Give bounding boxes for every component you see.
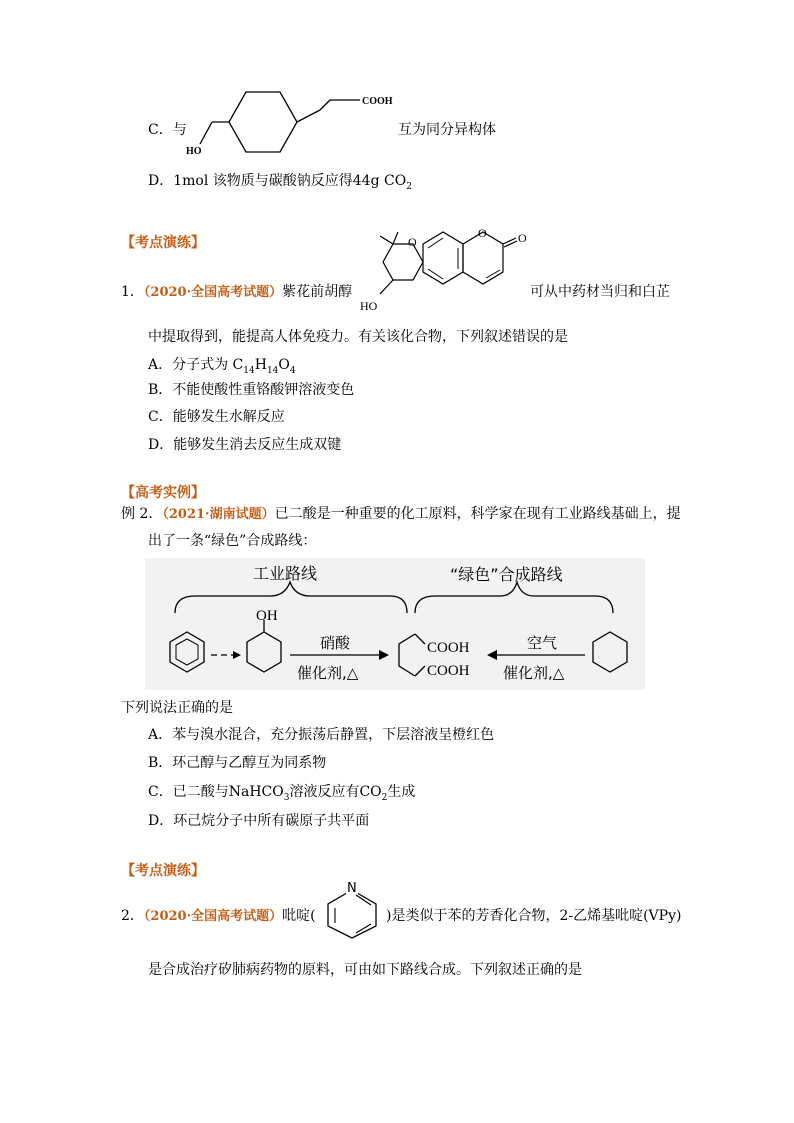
reagent-air: 空气 [527, 634, 558, 652]
option-c-text: C．能够发生水解反应 [148, 409, 285, 425]
ho-label: HO [360, 299, 378, 313]
cooh-label: COOH [427, 640, 470, 656]
option-b-text: B．环己醇与乙醇互为同系物 [148, 755, 327, 771]
coumarin-structure [358, 224, 528, 324]
option-c-text: C．已二酸与NaHCO$_3$溶液反应有$CO_2$生成 [148, 784, 416, 803]
ho-label: HO [186, 146, 202, 157]
reagent-catalyst-heat: 催化剂,△ [503, 664, 565, 682]
nitrogen-label: N [347, 881, 357, 896]
section-header-exam-example: 【高考实例】 [121, 485, 205, 501]
cyclohexane-acid-structure [180, 88, 410, 160]
option-b-text: B．不能使酸性重铬酸钾溶液变色 [148, 382, 355, 398]
section-header-practice: 【考点演练】 [121, 235, 205, 251]
oxygen-label: O [408, 235, 417, 249]
cooh-label: COOH [362, 96, 393, 107]
green-route-label: “绿色”合成路线 [450, 565, 563, 584]
option-a-text: A．苯与溴水混合，充分振荡后静置，下层溶液呈橙红色 [148, 727, 495, 743]
option-d-text: D．1mol 该物质与碳酸钠反应得44g $CO_2$ [148, 173, 412, 192]
reagent-catalyst-heat: 催化剂,△ [297, 664, 359, 682]
industrial-route-label: 工业路线 [253, 564, 318, 583]
question-1-line2: 中提取得到，能提高人体免疫力。有关该化合物，下列叙述错误的是 [148, 329, 568, 345]
question-1-line1-end: 可从中药材当归和白芷 [530, 284, 670, 300]
oh-label: OH [256, 608, 278, 624]
reagent-nitric-acid: 硝酸 [320, 634, 351, 652]
oxygen-label: O [518, 231, 527, 245]
synthesis-route-figure [145, 558, 645, 690]
option-d-text: D．环己烷分子中所有碳原子共平面 [148, 813, 370, 829]
question-2-line1-end: )是类似于苯的芳香化合物，2-乙烯基吡啶(VPy) [386, 908, 682, 924]
question-2-line2: 是合成治疗矽肺病药物的原料，可由如下路线合成。下列叙述正确的是 [148, 962, 582, 978]
question-ex2-lead: 下列说法正确的是 [121, 700, 233, 716]
option-c-text: 互为同分异构体 [398, 122, 496, 138]
question-1-line1: 1．（2020·全国高考试题）紫花前胡醇 [121, 284, 353, 300]
question-ex2-line1: 例 2．（2021·湖南试题）已二酸是一种重要的化工原料，科学家在现有工业路线基础上，提 [121, 506, 681, 522]
pyridine-structure [318, 878, 386, 942]
option-c-label: C．与 [148, 122, 187, 138]
question-ex2-line2: 出了一条“绿色”合成路线： [148, 533, 317, 549]
oxygen-label: O [478, 226, 487, 240]
option-a-text: A．分子式为 $C_{14}H_{14}O_4$ [148, 357, 296, 376]
question-2-line1: 2．（2020·全国高考试题）吡啶( [121, 908, 316, 924]
cooh-label: COOH [427, 663, 470, 679]
section-header-practice: 【考点演练】 [121, 863, 205, 879]
option-d-text: D．能够发生消去反应生成双键 [148, 437, 342, 453]
